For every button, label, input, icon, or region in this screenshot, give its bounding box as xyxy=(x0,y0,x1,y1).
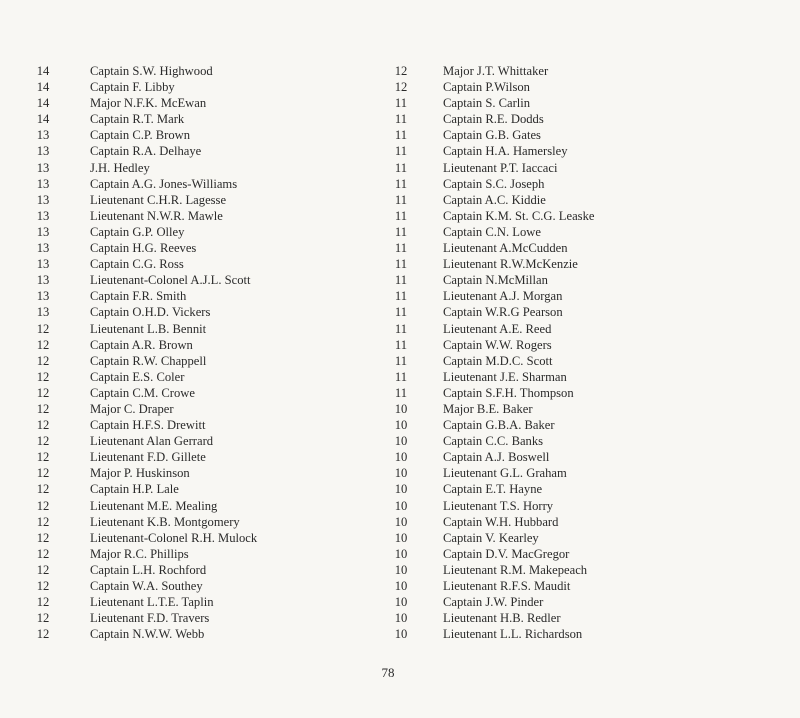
victory-count: 10 xyxy=(394,546,408,561)
pilot-name: Lieutenant A.E. Reed xyxy=(443,321,552,336)
victory-count: 12 xyxy=(36,595,50,610)
pilot-name: Lieutenant Alan Gerrard xyxy=(90,434,214,449)
pilot-name: Captain S.C. Joseph xyxy=(443,176,545,191)
victory-count: 11 xyxy=(394,176,408,191)
victory-count: 12 xyxy=(36,627,50,642)
victory-count: 13 xyxy=(36,305,50,320)
victory-count: 12 xyxy=(36,321,50,336)
victory-count: 13 xyxy=(36,208,50,223)
victory-count: 11 xyxy=(394,192,408,207)
victory-count: 11 xyxy=(394,353,408,368)
pilot-name: Lieutenant A.J. Morgan xyxy=(443,289,563,304)
pilot-name: Major C. Draper xyxy=(90,401,174,416)
victory-count: 10 xyxy=(394,450,408,465)
victory-count: 10 xyxy=(394,579,408,593)
pilot-name: Lieutenant J.E. Sharman xyxy=(443,369,567,384)
victory-count: 12 xyxy=(36,514,50,529)
victory-count: 11 xyxy=(394,128,408,143)
victory-count: 14 xyxy=(36,112,50,127)
victory-count: 11 xyxy=(394,305,408,320)
victory-count: 14 xyxy=(36,64,50,78)
victory-count: 10 xyxy=(394,562,408,577)
victory-count: 12 xyxy=(36,562,50,577)
victory-count: 14 xyxy=(36,80,50,95)
victory-count: 13 xyxy=(36,273,50,288)
victory-count: 10 xyxy=(394,498,408,513)
victory-count: 11 xyxy=(394,369,408,384)
victory-count: 12 xyxy=(394,80,408,95)
pilot-name: Lieutenant-Colonel R.H. Mulock xyxy=(90,530,258,545)
victory-count: 11 xyxy=(394,144,408,159)
pilot-name: Lieutenant G.L. Graham xyxy=(443,466,567,481)
pilot-name: Lieutenant-Colonel A.J.L. Scott xyxy=(90,273,251,288)
victory-count: 11 xyxy=(394,257,408,272)
victory-count: 12 xyxy=(36,369,50,384)
victory-count: 12 xyxy=(36,482,50,497)
pilot-name: Lieutenant L.B. Bennit xyxy=(90,321,207,336)
victory-count: 11 xyxy=(394,112,408,127)
victory-count: 10 xyxy=(394,627,408,642)
pilot-name: Captain G.B.A. Baker xyxy=(443,418,555,433)
pilot-name: Captain H.P. Lale xyxy=(90,482,179,497)
victory-count: 12 xyxy=(36,401,50,416)
victory-count: 11 xyxy=(394,385,408,400)
victory-count: 11 xyxy=(394,337,408,352)
pilot-name: Captain S. Carlin xyxy=(443,96,531,111)
pilot-name: Lieutenant T.S. Horry xyxy=(443,498,554,513)
pilot-name: Captain O.H.D. Vickers xyxy=(90,305,211,320)
victory-count: 10 xyxy=(394,418,408,433)
pilot-name: Captain R.E. Dodds xyxy=(443,112,544,127)
pilot-name: Captain W.R.G Pearson xyxy=(443,305,563,320)
victory-count: 12 xyxy=(36,466,50,481)
victory-count: 10 xyxy=(394,466,408,481)
pilot-name: Major J.T. Whittaker xyxy=(443,64,549,78)
pilot-name: Captain C.P. Brown xyxy=(90,128,191,143)
pilot-name: Captain N.McMillan xyxy=(443,273,548,288)
pilot-name: Captain M.D.C. Scott xyxy=(443,353,553,368)
victory-count: 10 xyxy=(394,434,408,449)
pilot-name: Captain S.W. Highwood xyxy=(90,64,213,78)
pilot-name: Captain C.G. Ross xyxy=(90,257,184,272)
pilot-name: Lieutenant L.T.E. Taplin xyxy=(90,595,214,610)
victory-count: 14 xyxy=(36,96,50,111)
pilot-name: Captain H.A. Hamersley xyxy=(443,144,568,159)
pilot-name: Captain A.C. Kiddie xyxy=(443,192,546,207)
pilot-name: Captain G.B. Gates xyxy=(443,128,541,143)
pilot-name: Captain G.P. Olley xyxy=(90,224,185,239)
victory-count: 13 xyxy=(36,224,50,239)
pilot-name: Captain L.H. Rochford xyxy=(90,562,207,577)
victory-count: 11 xyxy=(394,96,408,111)
victory-count: 13 xyxy=(36,128,50,143)
victory-count: 11 xyxy=(394,273,408,288)
victory-count: 13 xyxy=(36,160,50,175)
pilot-name: Lieutenant F.D. Gillete xyxy=(90,450,206,465)
pilot-name: Captain R.T. Mark xyxy=(90,112,185,127)
pilot-name: Lieutenant C.H.R. Lagesse xyxy=(90,192,227,207)
victory-count: 13 xyxy=(36,241,50,256)
pilot-name: Captain E.T. Hayne xyxy=(443,482,543,497)
pilot-name: Lieutenant R.W.McKenzie xyxy=(443,257,578,272)
pilot-name: Captain F. Libby xyxy=(90,80,175,95)
pilot-name: Captain E.S. Coler xyxy=(90,369,185,384)
pilot-name: Captain D.V. MacGregor xyxy=(443,546,570,561)
pilot-name: Major N.F.K. McEwan xyxy=(90,96,207,111)
victory-count: 13 xyxy=(36,176,50,191)
pilot-name: Major R.C. Phillips xyxy=(90,546,189,561)
pilot-name: Captain A.J. Boswell xyxy=(443,450,550,465)
victory-count: 11 xyxy=(394,241,408,256)
page-number: 78 xyxy=(381,665,395,680)
victory-count: 12 xyxy=(36,498,50,513)
pilot-name: Lieutenant F.D. Travers xyxy=(90,611,210,626)
pilot-name: Captain F.R. Smith xyxy=(90,289,187,304)
victory-count: 12 xyxy=(36,611,50,626)
victory-count: 10 xyxy=(394,482,408,497)
pilot-name: Captain C.C. Banks xyxy=(443,434,544,449)
victory-count: 12 xyxy=(394,64,408,78)
victory-count: 12 xyxy=(36,546,50,561)
victory-count: 13 xyxy=(36,144,50,159)
victory-count: 12 xyxy=(36,337,50,352)
pilot-name: Lieutenant A.McCudden xyxy=(443,241,568,256)
pilot-name: Captain H.G. Reeves xyxy=(90,241,197,256)
victory-count: 10 xyxy=(394,611,408,626)
victory-count: 12 xyxy=(36,450,50,465)
victory-count: 12 xyxy=(36,434,50,449)
pilot-name: Captain R.W. Chappell xyxy=(90,353,207,368)
pilot-name: J.H. Hedley xyxy=(90,160,150,175)
pilot-name: Captain A.G. Jones-Williams xyxy=(90,176,238,191)
victory-count: 11 xyxy=(394,160,408,175)
pilot-name: Captain P.Wilson xyxy=(443,80,530,95)
pilot-name: Captain W.W. Rogers xyxy=(443,337,552,352)
pilot-name: Captain V. Kearley xyxy=(443,530,539,545)
pilot-name: Lieutenant K.B. Montgomery xyxy=(90,514,240,529)
pilot-name: Captain H.F.S. Drewitt xyxy=(90,418,206,433)
pilot-name: Lieutenant H.B. Redler xyxy=(443,611,561,626)
victory-count: 10 xyxy=(394,401,408,416)
victory-count: 11 xyxy=(394,321,408,336)
pilot-name: Captain J.W. Pinder xyxy=(443,595,544,610)
pilot-name: Lieutenant P.T. Iaccaci xyxy=(443,160,558,175)
victory-count: 11 xyxy=(394,224,408,239)
victory-count: 12 xyxy=(36,530,50,545)
victory-count: 11 xyxy=(394,289,408,304)
pilot-name: Lieutenant R.M. Makepeach xyxy=(443,562,588,577)
pilot-name: Captain A.R. Brown xyxy=(90,337,193,352)
victory-count: 12 xyxy=(36,385,50,400)
victory-count: 13 xyxy=(36,192,50,207)
pilot-name: Lieutenant N.W.R. Mawle xyxy=(90,208,223,223)
victory-count: 10 xyxy=(394,514,408,529)
victory-count: 12 xyxy=(36,353,50,368)
victory-count: 12 xyxy=(36,579,50,593)
pilot-name: Major B.E. Baker xyxy=(443,401,533,416)
pilot-name: Lieutenant L.L. Richardson xyxy=(443,627,583,642)
pilot-name: Lieutenant M.E. Mealing xyxy=(90,498,218,513)
victory-count: 10 xyxy=(394,595,408,610)
pilot-name: Major P. Huskinson xyxy=(90,466,190,481)
pilot-name: Captain R.A. Delhaye xyxy=(90,144,202,159)
victory-count: 11 xyxy=(394,208,408,223)
pilot-name: Captain S.F.H. Thompson xyxy=(443,385,574,400)
victory-count: 10 xyxy=(394,530,408,545)
pilot-name: Captain K.M. St. C.G. Leaske xyxy=(443,208,595,223)
pilot-name: Lieutenant R.F.S. Maudit xyxy=(443,579,571,593)
victory-count: 13 xyxy=(36,257,50,272)
victory-count: 13 xyxy=(36,289,50,304)
pilot-name: Captain W.A. Southey xyxy=(90,579,203,593)
victory-count: 12 xyxy=(36,418,50,433)
pilot-name: Captain W.H. Hubbard xyxy=(443,514,559,529)
pilot-name: Captain C.N. Lowe xyxy=(443,224,541,239)
pilot-name: Captain N.W.W. Webb xyxy=(90,627,205,642)
pilot-name: Captain C.M. Crowe xyxy=(90,385,195,400)
